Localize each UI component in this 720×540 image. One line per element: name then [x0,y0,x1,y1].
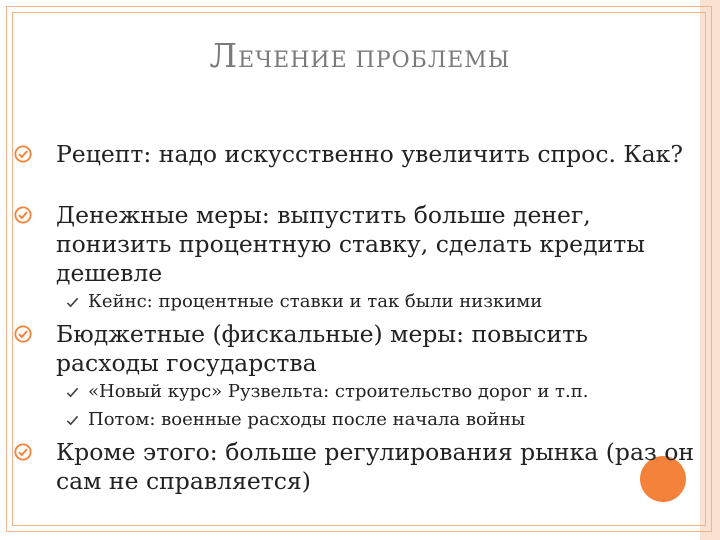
sub-bullet-war-spending [88,409,688,431]
bullet-item-monetary [56,201,696,288]
bullet-text: Кроме этого: больше регулирования рынка (раз он сам не справляется) [56,438,695,495]
bullet-text: Кейнс: процентные ставки и так были низкими [88,291,543,312]
small-checkmark-icon [66,386,79,399]
bullet-text: Рецепт: надо искусственно увеличить спрос. Как? [56,140,683,168]
bullet-text: Бюджетные (фискальные) меры: повысить расходы государства [56,320,588,377]
bullet-text: Денежные меры: выпустить больше денег, понизить процентную ставку, сделать кредиты дешевле [56,201,645,287]
small-checkmark-icon [66,414,79,427]
bullet-item-fiscal [56,320,696,378]
sub-bullet-keynes [88,291,688,313]
circle-checkmark-icon [14,206,32,224]
circle-checkmark-icon [14,145,32,163]
circle-checkmark-icon [14,325,32,343]
sub-bullet-new-deal [88,381,688,403]
title-initial: Л [209,36,239,75]
circle-checkmark-icon [14,443,32,461]
bullet-item-recipe [56,140,696,169]
title-rest: ЕЧЕНИЕ ПРОБЛЕМЫ [238,48,511,73]
small-checkmark-icon [66,296,79,309]
bullet-item-regulation [56,438,696,496]
bullet-text: «Новый курс» Рузвельта: строительство дорог и т.п. [88,381,589,402]
bullet-text: Потом: военные расходы после начала войны [88,409,526,430]
